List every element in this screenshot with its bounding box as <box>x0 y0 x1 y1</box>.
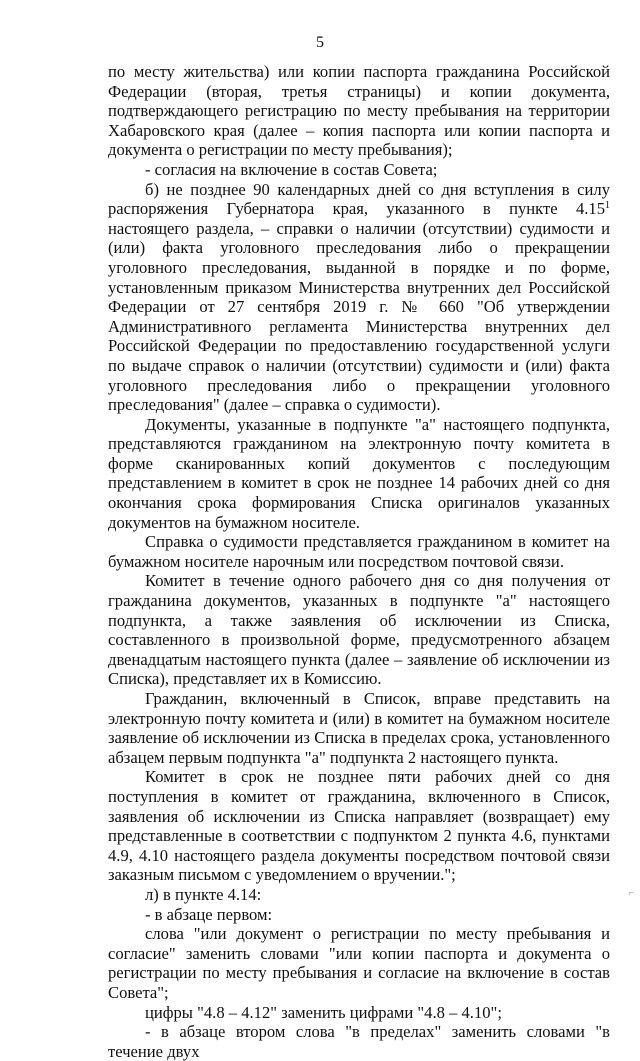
paragraph-12: цифры "4.8 – 4.12" заменить цифрами "4.8 – 4.10"; <box>145 1002 502 1022</box>
paragraph-1: по месту жительства) или копии паспорта гражданина Российской Федерации (вторая, третья страницы) и копии документа, подтверждающего регистрацию по месту пребывания на территории Хабаровского края (далее – копия паспорта или копии паспорта и документа о регистрации по месту пребывания); <box>108 62 610 160</box>
paragraph-8: Комитет в срок не позднее пяти рабочих дней со дня поступления в комитет от гражданина, включенного в Список, заявления об исключении из Списка направляет (возвращает) ему представленные в соответствии с подпунктом 2 пункта 4.6, пунктами 4.9, 4.10 настоящего раздела документы посредством почтовой связи заказным письмом с уведомлением о вручении."; <box>108 767 610 885</box>
scan-corner-mark: ⌐ <box>628 888 634 899</box>
paragraph-13: - в абзаце втором слова "в пределах" заменить словами "в течение двух <box>108 1022 610 1061</box>
paragraph-11: слова "или документ о регистрации по месту пребывания и согласие" заменить словами "или копии паспорта и документа о регистрации по месту пребывания и согласие на включение в состав Совета"; <box>108 924 610 1002</box>
paragraph-3 <box>108 180 610 415</box>
paragraph-10: - в абзаце первом: <box>145 904 273 924</box>
paragraph-4: Документы, указанные в подпункте "а" настоящего подпункта, представляются гражданином на электронную почту комитета в форме сканированных копий документов с последующим представлением в комитет в срок не позднее 14 рабочих дней со дня окончания срока формирования Списка оригиналов указанных документов на бумажном носителе. <box>108 414 610 532</box>
paragraph-5: Справка о судимости представляется гражданином в комитет на бумажном носителе нарочным или посредством почтовой связи. <box>108 532 610 571</box>
document-body <box>108 62 610 1061</box>
paragraph-3-text: б) не позднее 90 календарных дней со дня вступления в силу распоряжения Губернатора края, указанного в пункте 4.15 <box>108 179 610 219</box>
paragraph-2: - согласия на включение в состав Совета; <box>145 159 438 179</box>
paragraph-7: Гражданин, включенный в Список, вправе представить на электронную почту комитета и (или) в комитет на бумажном носителе заявление об исключении из Списка в пределах срока, установленного абзацем первым подпункта "а" подпункта 2 настоящего пункта. <box>108 689 610 767</box>
paragraph-3-tail: настоящего раздела, – справки о наличии (отсутствии) судимости и (или) факта уголовного преследования либо о прекращении уголовного преследования, выданной в порядке и по форме, установленным приказом Министерства внутренних дел Российской Федерации от 27 сентября 2019 г. № 660 "Об утверждении Административного регламента Министерства внутренних дел Российской Федерации по предоставлению государственной услуги по выдаче справок о наличии (отсутствии) судимости и (или) факта уголовного преследования либо о прекращении уголовного преследования" (далее – справка о судимости). <box>108 218 610 415</box>
paragraph-9: л) в пункте 4.14: <box>145 884 262 904</box>
superscript-index: 1 <box>605 200 610 212</box>
paragraph-6: Комитет в течение одного рабочего дня со дня получения от гражданина документов, указанных в подпункте "а" настоящего подпункта, а также заявления об исключении из Списка, составленного в произвольной форме, предусмотренного абзацем двенадцатым настоящего пункта (далее – заявление об исключении из Списка), представляет их в Комиссию. <box>108 571 610 689</box>
page-number: 5 <box>316 34 324 51</box>
